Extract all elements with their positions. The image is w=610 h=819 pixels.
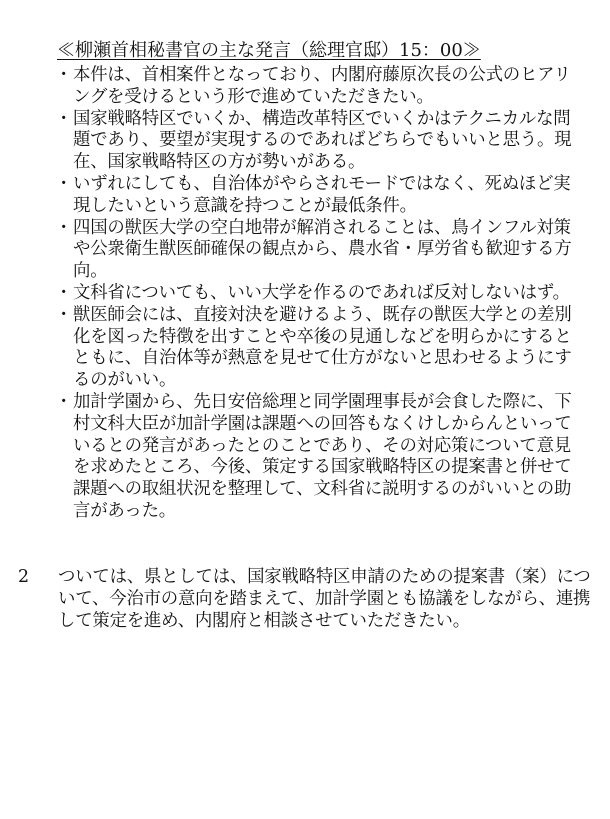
remark-item	[55, 392, 585, 523]
remark-item	[55, 218, 585, 283]
remark-text: 文科省についても、いい大学を作るのであれば反対しないはず。	[73, 282, 570, 303]
section-number: 2	[18, 567, 30, 587]
section-text: ついては、県としては、国家戦略特区申請のための提案書（案）について、今治市の意向を踏まえて、加計学園とも協議をしながら、連携して策定を進め、内閣府と相談させていただきたい。	[58, 567, 591, 631]
remarks-list	[55, 65, 585, 523]
bullet-mark: ・	[55, 108, 73, 129]
bullet-mark: ・	[55, 304, 73, 325]
remark-text: 四国の獣医大学の空白地帯が解消されることは、鳥インフル対策や公衆衛生獣医師確保の観点から、農水省・厚労省も歓迎する方向。	[73, 217, 572, 282]
bullet-mark: ・	[55, 65, 73, 85]
remark-text: 加計学園から、先日安倍総理と同学園理事長が会食した際に、下村文科大臣が加計学園は課題への回答もなくけしからんといっているとの発言があったとのことであり、その対応策について意見を求めたところ、今後、策定する国家戦略特区の提案書と併せて課題への取組状況を整理して、文科省に説明するのがいいとの助言があった。	[73, 391, 572, 521]
remark-item	[55, 174, 585, 218]
bullet-mark: ・	[55, 217, 73, 238]
remark-text: いずれにしても、自治体がやらされモードではなく、死ぬほど実現したいという意識を持つことが最低条件。	[73, 173, 571, 216]
bullet-mark: ・	[55, 391, 73, 412]
remark-text: 国家戦略特区でいくか、構造改革特区でいくかはテクニカルな問題であり、要望が実現するのであればどちらでもいいと思う。現在、国家戦略特区の方が勢いがある。	[73, 108, 572, 173]
remark-text: 本件は、首相案件となっており、内閣府藤原次長の公式のヒアリングを受けるという形で進めていただきたい。	[73, 65, 571, 107]
section-2	[18, 567, 593, 632]
remark-item	[55, 65, 585, 109]
meeting-heading: ≪柳瀬首相秘書官の主な発言（総理官邸）15：00≫	[57, 40, 481, 61]
bullet-mark: ・	[55, 282, 73, 303]
bullet-mark: ・	[55, 173, 73, 194]
remark-item	[55, 109, 585, 174]
remark-text: 獣医師会には、直接対決を避けるよう、既存の獣医大学との差別化を図った特徴を出すことや卒後の見通しなどを明らかにするとともに、自治体等が熱意を見せて仕方がないと思わせるようにするのがいい。	[73, 304, 572, 391]
remark-item	[55, 305, 585, 392]
remark-item	[55, 283, 585, 305]
